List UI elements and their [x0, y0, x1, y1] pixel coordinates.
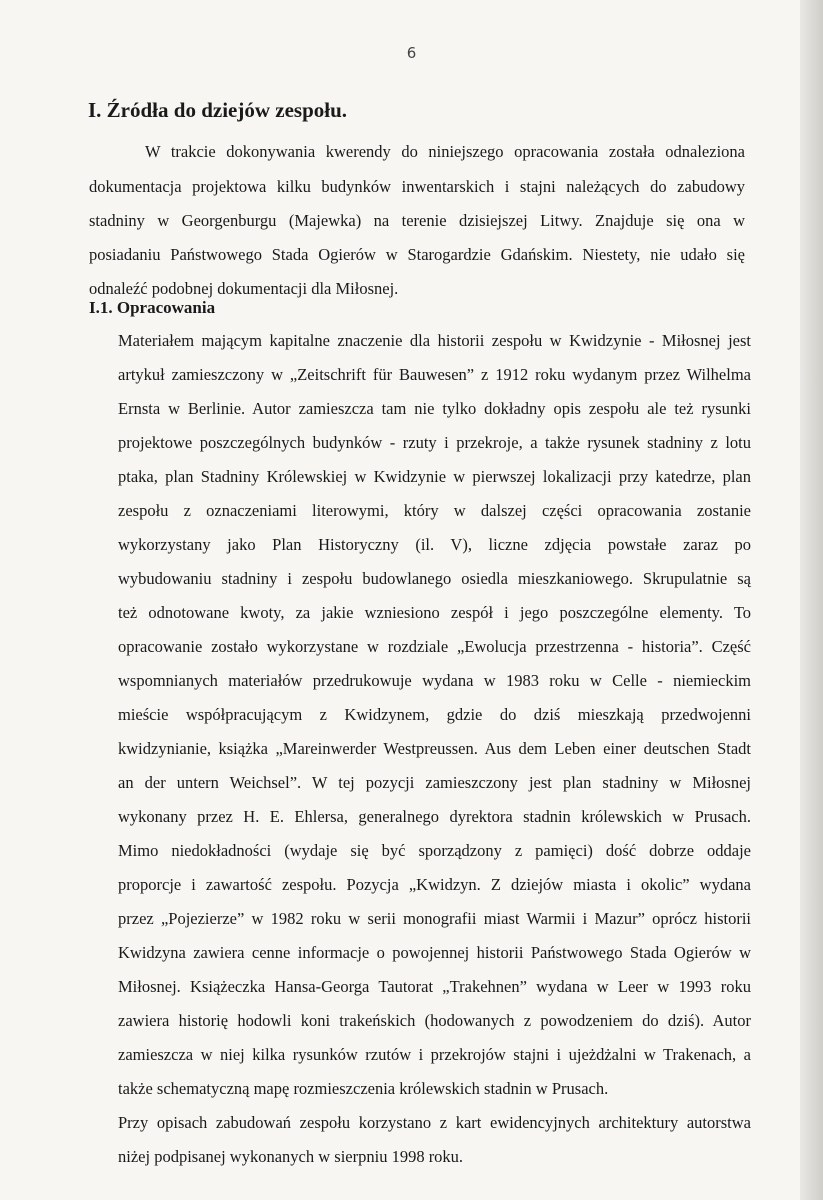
body-line: też odnotowane kwoty, za jakie wzniesiono zespół i jego poszczególne elementy. To	[118, 603, 751, 622]
body-line: kwidzynianie, książka „Mareinwerder Westpreussen. Aus dem Leben einer deutschen Stadt	[118, 739, 751, 758]
page-edge	[800, 0, 823, 1200]
body-line: Ernsta w Berlinie. Autor zamieszcza tam nie tylko dokładny opis zespołu ale też rysunki	[118, 399, 751, 418]
body-line: opracowanie zostało wykorzystane w rozdziale „Ewolucja przestrzenna - historia”. Część	[118, 637, 751, 656]
body-line: Miłosnej. Książeczka Hansa-Georga Tautorat „Trakehnen” wydana w Leer w 1993 roku	[118, 977, 751, 996]
body-line: Mimo niedokładności (wydaje się być sporządzony z pamięci) dość dobrze oddaje	[118, 841, 751, 860]
section-title: I.1. Opracowania	[89, 298, 216, 317]
body-line: ptaka, plan Stadniny Królewskiej w Kwidzynie w pierwszej lokalizacji przy katedrze, plan	[118, 467, 751, 486]
intro-line: odnaleźć podobnej dokumentacji dla Miłosnej.	[89, 279, 399, 298]
body-line: an der untern Weichsel”. W tej pozycji zamieszczony jest plan stadniny w Miłosnej	[118, 773, 751, 792]
intro-line: W trakcie dokonywania kwerendy do niniejszego opracowania została odnaleziona	[145, 142, 745, 161]
body-line: wybudowaniu stadniny i zespołu budowlanego osiedla mieszkaniowego. Skrupulatnie są	[118, 569, 751, 588]
chapter-title: I. Źródła do dziejów zespołu.	[88, 98, 348, 122]
body-line: projektowe poszczególnych budynków - rzuty i przekroje, a także rysunek stadniny z lotu	[118, 433, 751, 452]
body-line: wspomnianych materiałów przedrukowuje wydana w 1983 roku w Celle - niemieckim	[118, 671, 751, 690]
body-line: Kwidzyna zawiera cenne informacje o powojennej historii Państwowego Stada Ogierów w	[118, 943, 751, 962]
body-line: wykonany przez H. E. Ehlersa, generalnego dyrektora stadnin królewskich w Prusach.	[118, 807, 751, 826]
body-line: zawiera historię hodowli koni trakeńskich (hodowanych z powodzeniem do dziś). Autor	[118, 1011, 751, 1030]
intro-line: posiadaniu Państwowego Stada Ogierów w Starogardzie Gdańskim. Niestety, nie udało się	[89, 245, 745, 264]
body-line: przez „Pojezierze” w 1982 roku w serii monografii miast Warmii i Mazur” oprócz historii	[118, 909, 751, 928]
body-line: także schematyczną mapę rozmieszczenia królewskich stadnin w Prusach.	[118, 1079, 609, 1098]
body-line: mieście współpracującym z Kwidzynem, gdzie do dziś mieszkają przedwojenni	[118, 705, 751, 724]
body-line: artykuł zamieszczony w „Zeitschrift für Bauwesen” z 1912 roku wydanym przez Wilhelma	[118, 365, 751, 384]
body-line: Przy opisach zabudowań zespołu korzystano z kart ewidencyjnych architektury autorstwa	[118, 1113, 751, 1132]
body-line: Materiałem mającym kapitalne znaczenie dla historii zespołu w Kwidzynie - Miłosnej jest	[118, 331, 751, 350]
body-line: zamieszcza w niej kilka rysunków rzutów i przekrojów stajni i ujeżdżalni w Trakenach, a	[118, 1045, 751, 1064]
body-line: proporcje i zawartość zespołu. Pozycja „Kwidzyn. Z dziejów miasta i okolic” wydana	[118, 875, 751, 894]
intro-line: stadniny w Georgenburgu (Majewka) na terenie dzisiejszej Litwy. Znajduje się ona w	[89, 211, 745, 230]
body-line: wykorzystany jako Plan Historyczny (il. V), liczne zdjęcia powstałe zaraz po	[118, 535, 751, 554]
intro-line: dokumentacja projektowa kilku budynków inwentarskich i stajni należących do zabudowy	[89, 177, 745, 196]
body-line: niżej podpisanej wykonanych w sierpniu 1998 roku.	[118, 1147, 464, 1166]
body-line: zespołu z oznaczeniami literowymi, który w dalszej części opracowania zostanie	[118, 501, 751, 520]
page-number: 6	[406, 44, 417, 62]
